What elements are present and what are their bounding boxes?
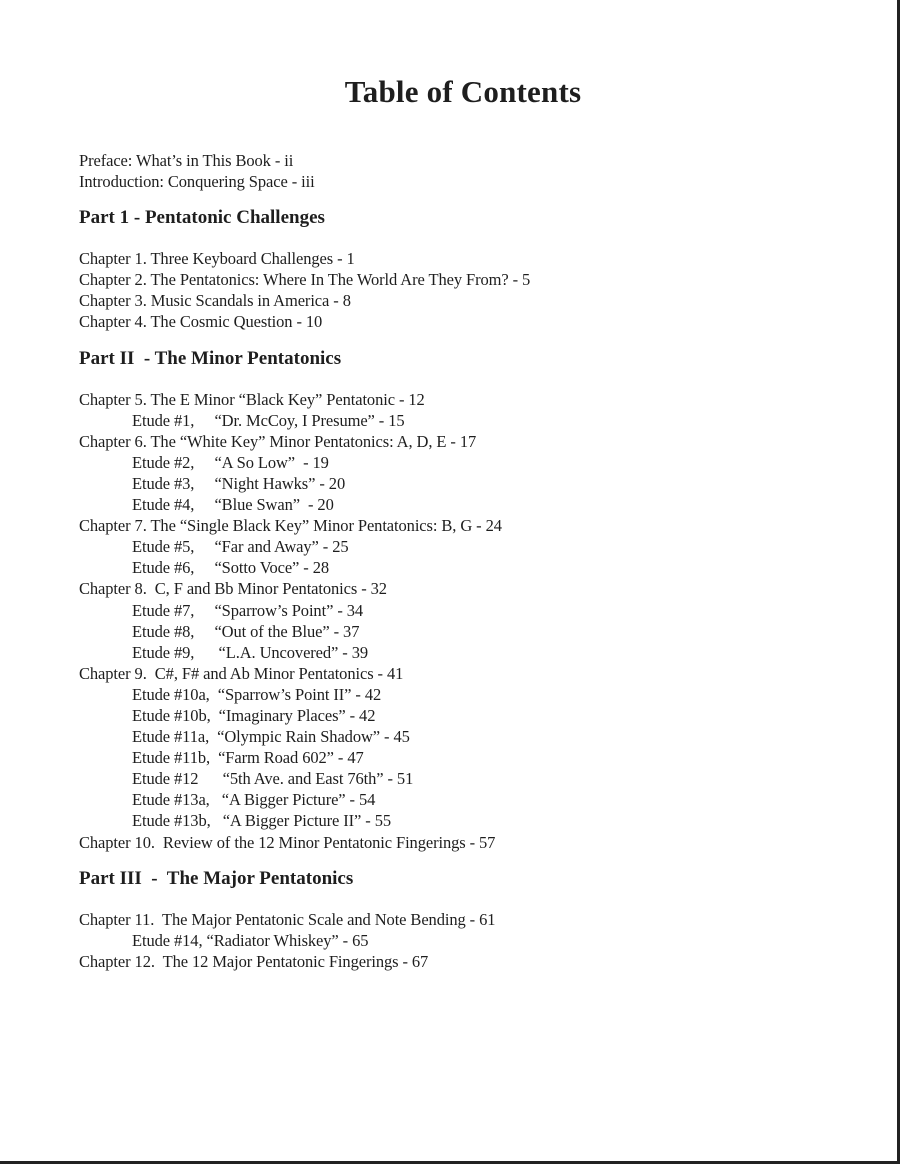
toc-entry: Etude #10a, “Sparrow’s Point II” - 42 [132,684,382,704]
part-1-heading: Part 1 - Pentatonic Challenges [79,207,325,229]
toc-entry: Etude #11b, “Farm Road 602” - 47 [132,748,364,768]
page-title: Table of Contents [344,74,582,109]
toc-entry: Etude #11a, “Olympic Rain Shadow” - 45 [132,727,410,747]
toc-entry: Etude #6, “Sotto Voce” - 28 [132,558,330,578]
toc-entry: Etude #12 “5th Ave. and East 76th” - 51 [132,769,414,789]
toc-entry: Etude #5, “Far and Away” - 25 [132,537,349,557]
toc-entry: Chapter 4. The Cosmic Question - 10 [79,312,323,332]
toc-entry: Etude #14, “Radiator Whiskey” - 65 [132,930,369,950]
toc-entry: Chapter 11. The Major Pentatonic Scale and Note Bending - 61 [79,909,496,929]
toc-entry: Etude #7, “Sparrow’s Point” - 34 [132,600,364,620]
toc-entry: Etude #8, “Out of the Blue” - 37 [132,621,360,641]
toc-entry: Chapter 9. C#, F# and Ab Minor Pentatonics - 41 [79,663,404,683]
toc-entry: Chapter 6. The “White Key” Minor Pentatonics: A, D, E - 17 [79,431,477,451]
toc-entry: Etude #2, “A So Low” - 19 [132,452,329,472]
toc-entry: Chapter 8. C, F and Bb Minor Pentatonics - 32 [79,579,387,599]
toc-entry: Etude #3, “Night Hawks” - 20 [132,473,346,493]
part-2-heading: Part II - The Minor Pentatonics [79,347,342,369]
toc-entry: Etude #10b, “Imaginary Places” - 42 [132,705,376,725]
toc-entry: Chapter 5. The E Minor “Black Key” Pentatonic - 12 [79,389,425,409]
toc-entry: Chapter 7. The “Single Black Key” Minor Pentatonics: B, G - 24 [79,516,502,536]
toc-entry: Etude #13b, “A Bigger Picture II” - 55 [132,811,392,831]
part-3-heading: Part III - The Major Pentatonics [79,867,354,889]
table-of-contents [79,150,859,972]
front-matter-introduction: Introduction: Conquering Space - iii [79,172,315,192]
toc-entry: Chapter 3. Music Scandals in America - 8 [79,291,351,311]
toc-entry: Etude #4, “Blue Swan” - 20 [132,495,334,515]
toc-entry: Chapter 12. The 12 Major Pentatonic Fingerings - 67 [79,951,429,971]
toc-entry: Etude #13a, “A Bigger Picture” - 54 [132,790,376,810]
toc-entry: Etude #9, “L.A. Uncovered” - 39 [132,642,369,662]
toc-entry: Chapter 10. Review of the 12 Minor Pentatonic Fingerings - 57 [79,832,496,852]
toc-entry: Chapter 2. The Pentatonics: Where In The World Are They From? - 5 [79,270,531,290]
toc-entry: Chapter 1. Three Keyboard Challenges - 1 [79,249,355,269]
toc-entry: Etude #1, “Dr. McCoy, I Presume” - 15 [132,410,405,430]
front-matter-preface: Preface: What’s in This Book - ii [79,151,294,170]
